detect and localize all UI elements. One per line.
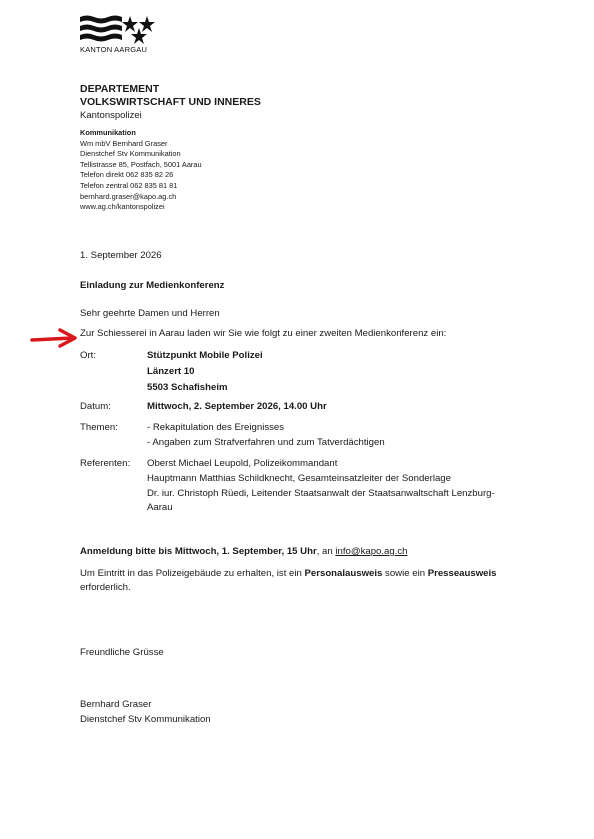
themen-line: - Rekapitulation des Ereignisses bbox=[147, 422, 285, 433]
contact-website[interactable]: www.ag.ch/kantonspolizei bbox=[80, 202, 165, 212]
id-text-c: sowie ein bbox=[382, 568, 428, 579]
datum-label: Datum: bbox=[80, 401, 111, 412]
registration-line bbox=[80, 546, 408, 558]
referent-line: Aarau bbox=[147, 502, 173, 513]
id-text-a: Um Eintritt in das Polizeigebäude zu erhalten, ist ein bbox=[80, 568, 305, 579]
contact-line: Telefon direkt 062 835 82 26 bbox=[80, 170, 174, 180]
department-line-1: DEPARTEMENT bbox=[80, 83, 160, 95]
id-requirement-line bbox=[80, 568, 497, 580]
department-heading bbox=[80, 83, 261, 109]
contact-email[interactable]: bernhard.graser@kapo.ag.ch bbox=[80, 191, 177, 201]
id-text-b: Personalausweis bbox=[304, 568, 383, 579]
closing: Freundliche Grüsse bbox=[80, 647, 164, 658]
contact-heading: Kommunikation bbox=[80, 128, 136, 137]
logo-text: KANTON AARGAU bbox=[80, 45, 148, 54]
signature-title: Dienstchef Stv Kommunikation bbox=[80, 714, 211, 725]
contact-line: Dienstchef Stv Kommunikation bbox=[80, 149, 181, 159]
id-requirement-line-2: erforderlich. bbox=[80, 582, 131, 593]
unit-name: Kantonspolizei bbox=[80, 110, 142, 121]
ort-line: 5503 Schafisheim bbox=[147, 382, 228, 393]
ort-line: Länzert 10 bbox=[147, 366, 195, 377]
salutation: Sehr geehrte Damen und Herren bbox=[80, 308, 220, 319]
referent-line: Oberst Michael Leupold, Polizeikommandant bbox=[147, 458, 338, 469]
contact-block bbox=[80, 128, 202, 213]
intro-text: Zur Schiesserei in Aarau laden wir Sie wie folgt zu einer zweiten Medienkonferenz ein: bbox=[80, 328, 447, 339]
ort-label: Ort: bbox=[80, 350, 96, 361]
registration-deadline: Anmeldung bitte bis Mittwoch, 1. September, 15 Uhr bbox=[80, 546, 317, 557]
referenten-label: Referenten: bbox=[80, 458, 131, 469]
datum-value: Mittwoch, 2. September 2026, 14.00 Uhr bbox=[147, 401, 327, 412]
department-line-2: VOLKSWIRTSCHAFT UND INNERES bbox=[80, 96, 261, 108]
contact-line: Tellistrasse 85, Postfach, 5001 Aarau bbox=[80, 159, 202, 169]
contact-line: Wm mbV Bernhard Graser bbox=[80, 138, 168, 148]
ort-line: Stützpunkt Mobile Polizei bbox=[147, 350, 263, 361]
registration-mid: , an bbox=[316, 546, 336, 557]
themen-label: Themen: bbox=[80, 422, 118, 433]
letter-subject: Einladung zur Medienkonferenz bbox=[80, 280, 225, 291]
letter-date: 1. September 2026 bbox=[80, 250, 162, 261]
red-arrow-icon bbox=[30, 327, 80, 349]
themen-line: - Angaben zum Strafverfahren und zum Tatverdächtigen bbox=[147, 437, 385, 448]
referent-line: Dr. iur. Christoph Rüedi, Leitender Staatsanwalt der Staatsanwaltschaft Lenzburg- bbox=[147, 488, 495, 499]
id-text-d: Presseausweis bbox=[427, 568, 497, 579]
signature-name: Bernhard Graser bbox=[80, 699, 152, 710]
referent-line: Hauptmann Matthias Schildknecht, Gesamteinsatzleiter der Sonderlage bbox=[147, 473, 451, 484]
contact-line: Telefon zentral 062 835 81 81 bbox=[80, 180, 178, 190]
registration-email-link[interactable]: info@kapo.ag.ch bbox=[335, 546, 408, 557]
